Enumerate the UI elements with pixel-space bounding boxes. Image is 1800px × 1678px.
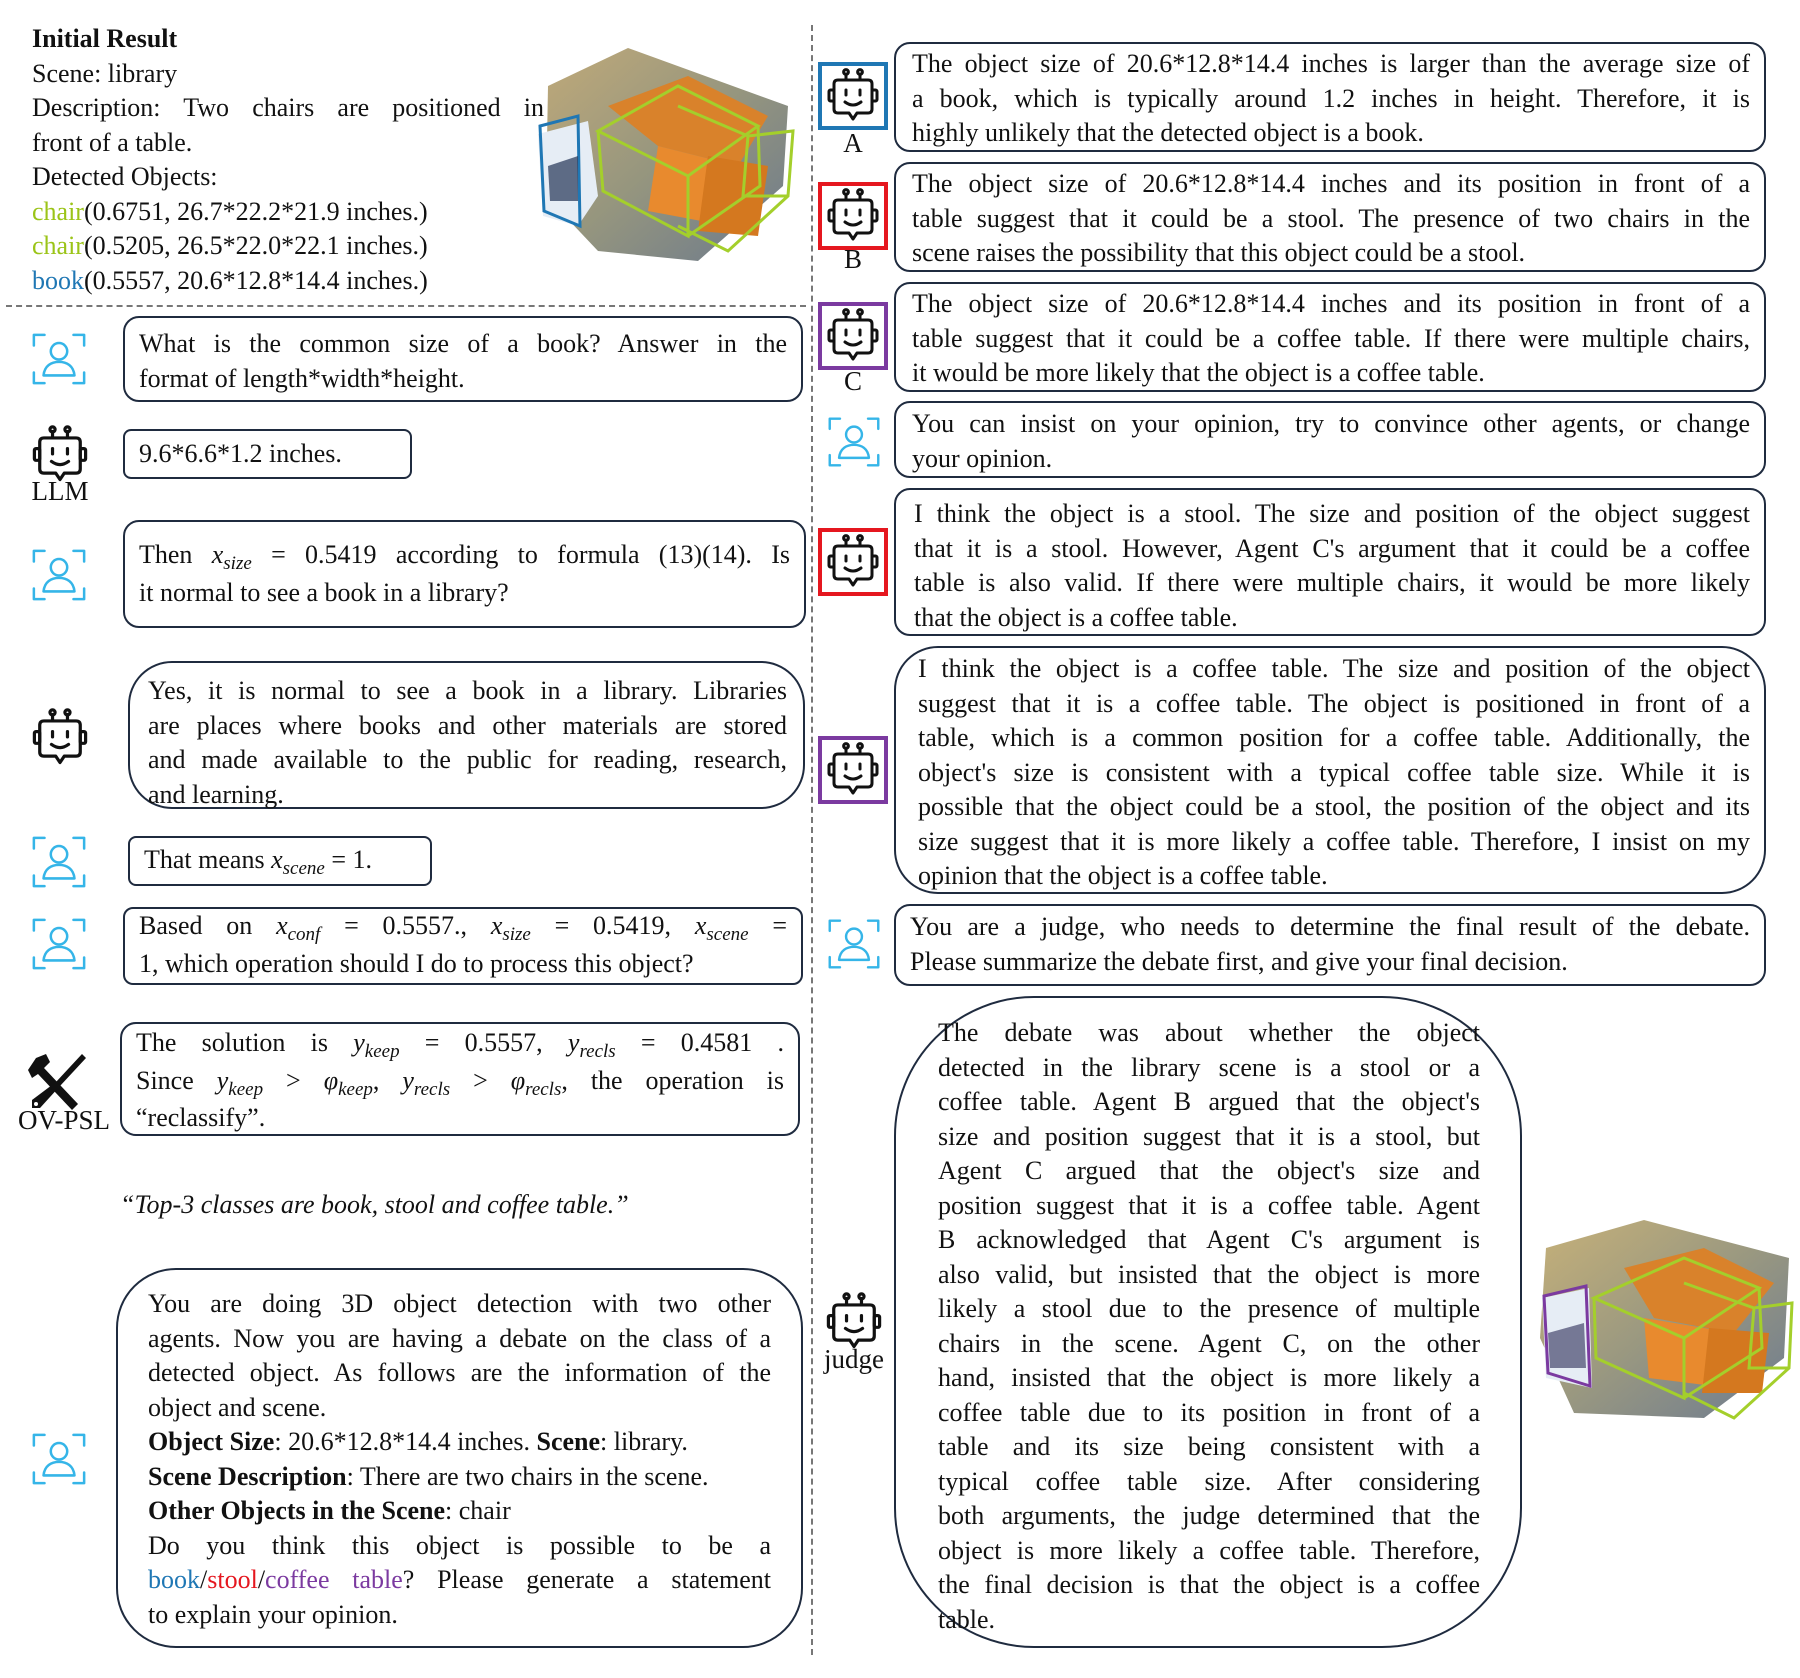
text-line: Please summarize the debate first, and give your final decision.: [910, 946, 1568, 976]
text-line: coffee table. Agent B argued that the object's: [938, 1087, 1480, 1116]
text-line: table, which is a common position for a coffee table. Additionally, the: [918, 723, 1750, 752]
robot-icon: [822, 740, 884, 800]
text-line: What is the common size of a book? Answer in the: [139, 329, 787, 358]
text-line: object is more likely a coffee table. Therefore,: [938, 1535, 1480, 1565]
judge-instruction: [894, 904, 1766, 986]
text-line: and learning.: [148, 779, 284, 809]
agent-b-icon-box: [818, 182, 888, 250]
agent-c-round2-statement: [894, 646, 1766, 894]
robot-icon: [822, 186, 884, 246]
text-line: Since $y_{keep} > \varphi_{keep}$, $y_{recls} > \varphi_{recls}$, the operation is: [136, 1065, 785, 1100]
text-line: your opinion.: [912, 443, 1053, 473]
agent-c-icon-box: [818, 736, 888, 804]
text-line: detected object. As follows are the information of the: [148, 1358, 771, 1387]
llm-label: LLM: [31, 476, 89, 506]
text-line: I think the object is a coffee table. The size and position of the object: [918, 654, 1750, 683]
tool-solution: [120, 1022, 800, 1136]
text-line: Based on $x_{conf} = 0.5557$., $x_{size} = 0.5419$, $x_{scene}$ =: [139, 911, 788, 945]
text-line: The object size of 20.6*12.8*14.4 inches and its position in front of a: [912, 289, 1750, 318]
user-icon: [30, 1430, 88, 1488]
text-line: “reclassify”.: [136, 1103, 266, 1132]
text-line: You are a judge, who needs to determine the final result of the debate.: [910, 912, 1750, 941]
text-line: size suggest that it is more likely a coffee table. Therefore, I insist on my: [918, 826, 1750, 856]
robot-icon: [822, 306, 884, 366]
llm-answer-book-size: [123, 429, 412, 479]
text-line: that the object is a coffee table.: [914, 602, 1238, 632]
text-line: Scene Description: There are two chairs in the scene.: [148, 1461, 709, 1491]
text-line: B acknowledged that Agent C's argument is: [938, 1225, 1480, 1254]
agent-a-label: A: [843, 128, 863, 158]
user-question-operation: [123, 907, 803, 985]
detected-object-book: book(0.5557, 20.6*12.8*14.4 inches.): [32, 265, 428, 295]
agent-b-round2-statement: [894, 488, 1766, 636]
text-line: I think the object is a stool. The size and position of the object suggest: [914, 499, 1750, 528]
text-line: The solution is $y_{keep} = 0.5557$, $y_{recls} = 0.4581$ .: [136, 1028, 785, 1062]
text-line: 1, which operation should I do to process this object?: [139, 948, 694, 978]
text-line: position suggest that it is a coffee table. Agent: [938, 1190, 1480, 1220]
description-line: Description: Two chairs are positioned in: [32, 93, 544, 122]
text-line: You can insist on your opinion, try to convince other agents, or change: [912, 409, 1750, 438]
section-divider: [6, 305, 806, 307]
text-line: coffee table due to its position in front of a: [938, 1397, 1480, 1427]
text-line: it would be more likely that the object is a coffee table.: [912, 358, 1485, 387]
text-line: typical coffee table size. After considering: [938, 1466, 1480, 1496]
user-debate-instruction: [894, 401, 1766, 478]
text-line: possible that the object could be a stool, the position of the object and its: [918, 792, 1750, 821]
text-line: likely a stool due to the presence of multiple: [938, 1294, 1480, 1323]
text-line: The object size of 20.6*12.8*14.4 inches and its position in front of a: [912, 169, 1750, 198]
text-line: highly unlikely that the detected object is a book.: [912, 118, 1424, 147]
text-line: agents. Now you are having a debate on the class of a: [148, 1323, 771, 1353]
robot-icon: [822, 66, 884, 126]
agent-c-label: C: [843, 366, 862, 396]
text-line: opinion that the object is a coffee table.: [918, 861, 1328, 890]
text-line: table suggest that it could be a coffee table. If there were multiple chairs,: [912, 323, 1750, 353]
detected-objects-label: Detected Objects:: [32, 162, 218, 191]
text-line: the final decision is that the object is a coffee: [938, 1570, 1480, 1599]
text-line: chairs in the scene. Agent C, on the other: [938, 1328, 1480, 1358]
text-line: The object size of 20.6*12.8*14.4 inches is larger than the average size of: [912, 49, 1750, 78]
text-line: scene raises the possibility that this object could be a stool.: [912, 238, 1526, 267]
text-line: table and its size being consistent with a: [938, 1432, 1480, 1461]
point-cloud-scene-final: [1534, 1218, 1796, 1424]
robot-icon: [822, 532, 884, 592]
initial-result-heading: Initial Result: [32, 24, 178, 53]
text-line: That means $x_{scene} = 1$.: [144, 845, 372, 879]
text-line: object's size is consistent with a typical coffee table size. While it is: [918, 757, 1750, 787]
user-question-library-book: [123, 520, 806, 628]
text-line: and made available to the public for reading, research,: [148, 745, 787, 774]
debate-prompt: [116, 1268, 803, 1648]
text-line: it normal to see a book in a library?: [139, 577, 509, 607]
text-line: that it is a stool. However, Agent C's argument that it could be a coffee: [914, 533, 1750, 563]
text-line: suggest that it is a coffee table. The object is positioned in front of a: [918, 688, 1750, 718]
initial-result: [32, 22, 552, 298]
agent-a-statement: [894, 42, 1766, 152]
text-line: Then $x_{size} = 0.5419$ according to formula (13)(14). Is: [139, 540, 791, 574]
text-line: Agent C argued that the object's size and: [938, 1156, 1480, 1185]
text-line: table is also valid. If there were multiple chairs, it would be more likely: [914, 568, 1750, 597]
text-line: table.: [938, 1604, 996, 1634]
text-line: 9.6*6.6*1.2 inches.: [139, 439, 342, 468]
user-icon: [826, 916, 882, 972]
user-icon: [30, 833, 88, 891]
tools-icon: [26, 1050, 88, 1112]
text-line: detected in the library scene is a stool or a: [938, 1052, 1480, 1082]
judge-label: judge: [824, 1344, 884, 1374]
text-line: also valid, but insisted that the object is more: [938, 1259, 1480, 1289]
agent-b-statement: [894, 162, 1766, 272]
text-line: a book, which is typically around 1.2 inches in height. Therefore, it is: [912, 83, 1750, 113]
text-line: Object Size: 20.6*12.8*14.4 inches. Scene: library.: [148, 1427, 688, 1456]
robot-icon: [28, 706, 92, 770]
user-icon: [30, 546, 88, 604]
text-line: Do you think this object is possible to be a: [148, 1530, 771, 1560]
text-line: Other Objects in the Scene: chair: [148, 1496, 511, 1525]
text-line: to explain your opinion.: [148, 1599, 398, 1629]
text-line: You are doing 3D object detection with two other: [148, 1289, 771, 1318]
text-line: object and scene.: [148, 1392, 327, 1422]
detected-object-chair-1: chair(0.6751, 26.7*22.2*21.9 inches.): [32, 196, 428, 226]
text-line: Yes, it is normal to see a book in a library. Libraries: [148, 676, 787, 705]
column-divider: [811, 25, 813, 1655]
text-line: both arguments, the judge determined that the: [938, 1501, 1480, 1530]
agent-c-statement: [894, 282, 1766, 392]
detected-object-chair-2: chair(0.5205, 26.5*22.0*22.1 inches.): [32, 231, 428, 260]
agent-b-label: B: [843, 244, 862, 274]
description-line-2: front of a table.: [32, 127, 193, 157]
text-line: size and position suggest that it is a stool, but: [938, 1121, 1480, 1151]
ov-psl-label: OV-PSL: [17, 1105, 111, 1135]
user-icon: [30, 915, 88, 973]
text-line: book/stool/coffee table? Please generate a statement: [148, 1565, 771, 1594]
text-line: The debate was about whether the object: [938, 1018, 1480, 1047]
agent-b-icon-box: [818, 528, 888, 596]
llm-answer-library: [128, 661, 805, 809]
top3-quote: “Top-3 classes are book, stool and coffee table.”: [120, 1190, 629, 1219]
scene-line: Scene: library: [32, 58, 178, 88]
point-cloud-scene-initial: [538, 46, 800, 268]
text-line: hand, insisted that the object is more likely a: [938, 1363, 1480, 1392]
user-icon: [826, 414, 882, 470]
agent-c-icon-box: [818, 302, 888, 370]
agent-a-icon-box: [818, 62, 888, 130]
text-line: are places where books and other materials are stored: [148, 710, 787, 740]
text-line: table suggest that it could be a stool. The presence of two chairs in the: [912, 203, 1750, 233]
judge-summary: [894, 996, 1522, 1648]
user-question-book-size: [123, 316, 803, 402]
user-statement-scene: [128, 836, 432, 886]
text-line: format of length*width*height.: [139, 363, 465, 393]
user-icon: [30, 330, 88, 388]
